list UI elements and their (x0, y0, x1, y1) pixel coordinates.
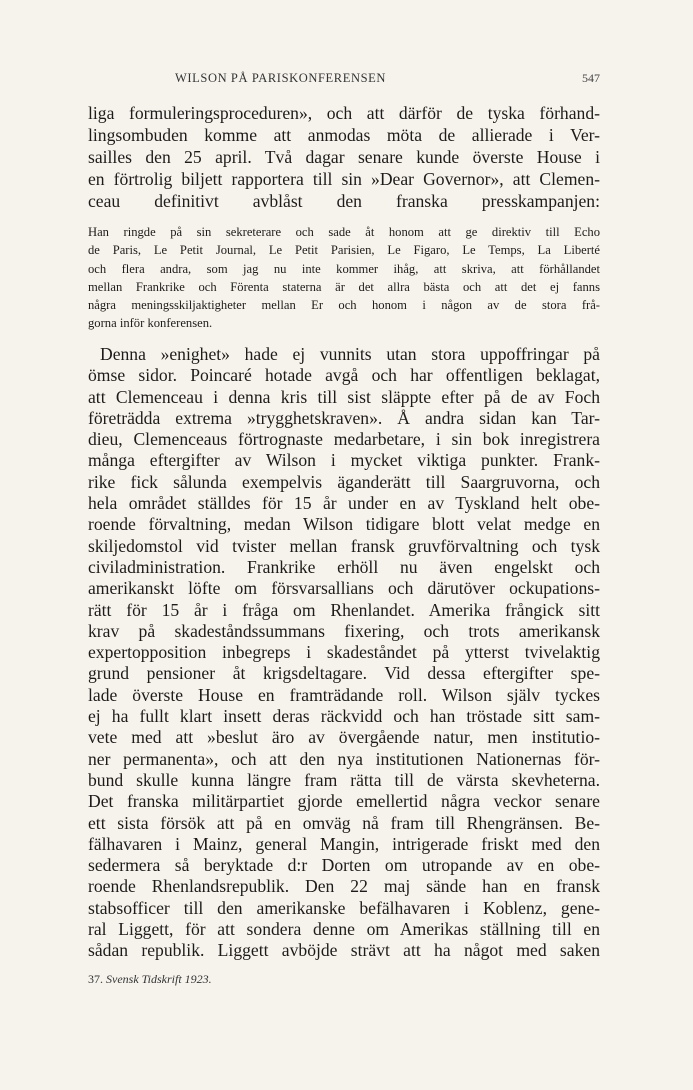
signature-mark: 37. (88, 972, 103, 986)
text-line: de Paris, Le Petit Journal, Le Petit Parisien, Le Figaro, Le Temps, La Liberté (88, 243, 600, 258)
text-line: dieu, Clemenceaus förtrognaste medarbetare, i sin bok inregistrera (88, 429, 600, 450)
text-line: roende förvaltning, medan Wilson tidigare blott velat medge en (88, 514, 600, 535)
text-line: krav på skadeståndssummans fixering, och trots amerikansk (88, 620, 600, 641)
page-number: 547 (582, 71, 600, 85)
text-line: många eftergifter av Wilson i mycket viktiga punkter. Frank- (88, 450, 600, 471)
text-line: en förtrolig biljett rapportera till sin »Dear Governor», att Clemen- (88, 169, 600, 189)
paragraph-1 (88, 102, 600, 212)
text-line: Det franska militärpartiet gjorde emellertid några veckor senare (88, 791, 600, 812)
text-line: Han ringde på sin sekreterare och sade åt honom att ge direktiv till Echo (88, 225, 600, 239)
text-line: liga formuleringsproceduren», och att därför de tyska förhand- (88, 103, 600, 123)
text-line: ett sista försök att på en omväg nå fram till Rhengränsen. Be- (88, 812, 600, 833)
text-line: bund skulle kunna längre fram rätta till de värsta skevheterna. (88, 769, 600, 790)
text-line: stabsofficer till den amerikanske befälhavaren i Koblenz, gene- (88, 897, 600, 918)
journal-name: Svensk Tidskrift 1923. (106, 972, 212, 986)
text-line: lade överste House en framträdande roll. Wilson själv tyckes (88, 684, 600, 705)
text-line: företrädda extrema »trygghetskraven». Å andra sidan kan Tar- (88, 407, 600, 428)
text-line: Denna »enighet» hade ej vunnits utan stora uppoffringar på (100, 344, 600, 364)
paragraph-2 (88, 344, 600, 962)
text-line: att Clemenceau i denna kris till sist släppte efter på de av Foch (88, 386, 600, 407)
text-line: hela området ställdes för 15 år under en av Tyskland helt obe- (88, 493, 600, 514)
running-title: WILSON PÅ PARISKONFERENSEN (175, 71, 386, 85)
text-line: rike fick sålunda exempelvis äganderätt till Saargruvorna, och (88, 471, 600, 492)
text-line: grund pensioner åt krigsdeltagare. Vid dessa eftergifter spe- (88, 663, 600, 684)
block-quote (88, 223, 600, 333)
text-line: rätt för 15 år i fråga om Rhenlandet. Amerika frångick sitt (88, 599, 600, 620)
text-line: skiljedomstol vid tvister mellan fransk gruvförvaltning och tysk (88, 535, 600, 556)
text-line: ral Liggett, för att sondera denne om Amerikas ställning till en (88, 919, 600, 940)
text-line: ej ha fullt klart insett deras räckvidd och han tröstade sitt sam- (88, 706, 600, 727)
text-line: civiladministration. Frankrike erhöll nu även engelskt och (88, 556, 600, 577)
text-line: och flera andra, som jag nu inte kommer ihåg, att skriva, att förhållandet (88, 261, 600, 276)
text-line: några meningsskiljaktigheter mellan Er och honom i någon av de stora frå- (88, 298, 600, 313)
text-line: sedermera så beryktade d:r Dorten om utropande av en obe- (88, 855, 600, 876)
text-line: ceau definitivt avblåst den franska presskampanjen: (88, 191, 600, 211)
text-line: fälhavaren i Mainz, general Mangin, intrigerade friskt med den (88, 833, 600, 854)
text-line: mellan Frankrike och Förenta staterna är det allra bästa och att det ej fanns (88, 279, 600, 294)
text-line: gorna inför konferensen. (88, 316, 213, 331)
footer (88, 972, 212, 986)
text-line: sailles den 25 april. Två dagar senare kunde överste House i (88, 147, 600, 167)
text-line: sådan republik. Liggett avböjde strävt att ha något med saken (88, 940, 600, 961)
text-line: ömse sidor. Poincaré hotade avgå och har offentligen beklagat, (88, 365, 600, 386)
running-header (88, 71, 600, 89)
text-line: roende Rhenlandsrepublik. Den 22 maj sände han en fransk (88, 876, 600, 897)
text-line: vete med att »beslut äro av övergående natur, men institutio- (88, 727, 600, 748)
text-line: amerikanskt löfte om försvarsallians och därutöver ockupations- (88, 578, 600, 599)
text-line: lingsombuden komme att anmodas möta de allierade i Ver- (88, 125, 600, 145)
text-line: expertopposition inbegreps i skadeståndet på ytterst tvivelaktig (88, 642, 600, 663)
text-line: ner permanenta», och att den nya institutionen Nationernas för- (88, 748, 600, 769)
